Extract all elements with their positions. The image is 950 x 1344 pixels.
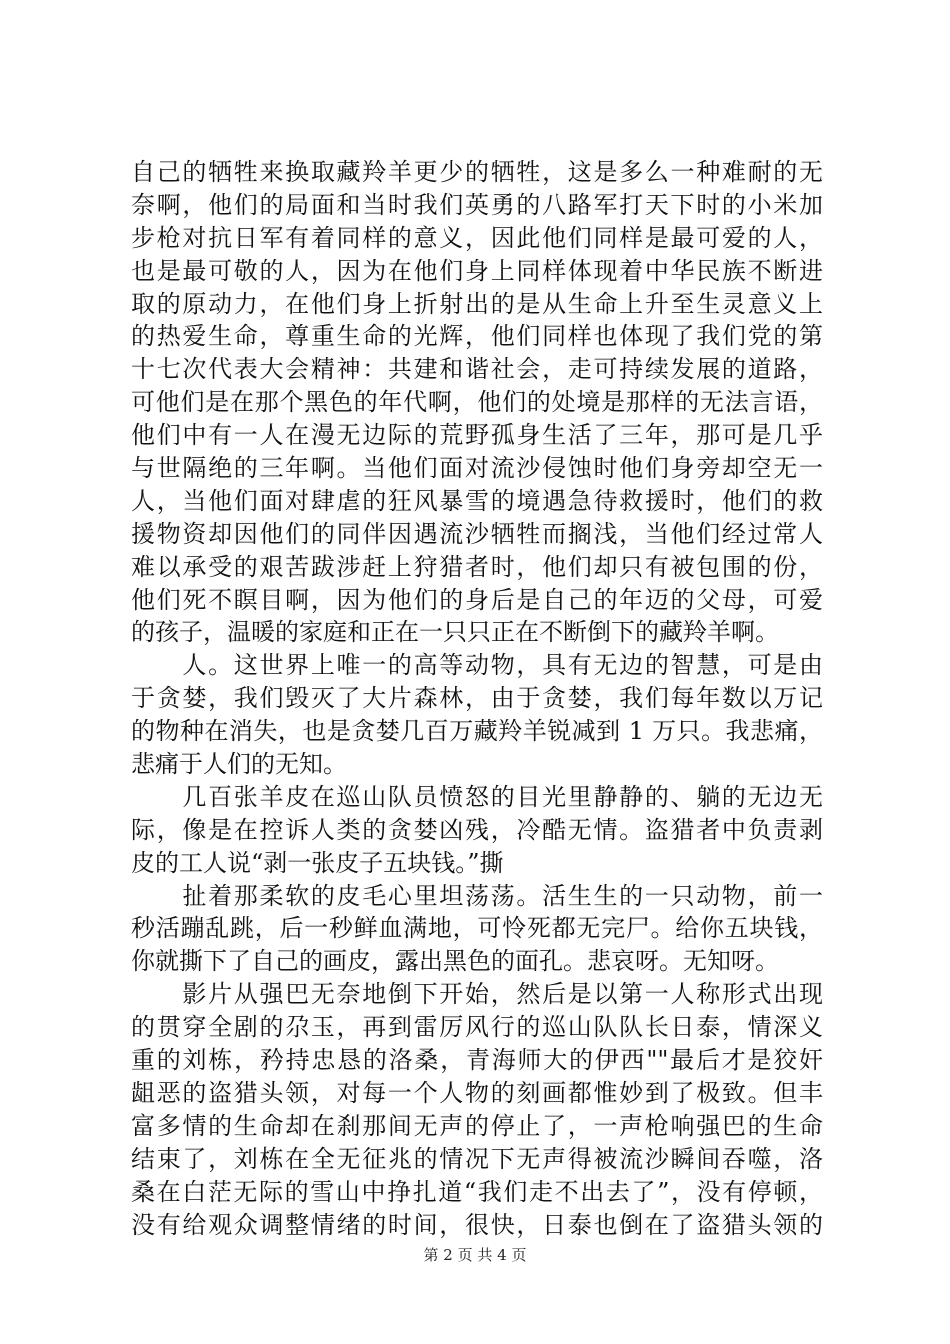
text-line: 可他们是在那个黑色的年代啊，他们的处境是那样的无法言语，: [131, 388, 823, 417]
text-line: 十七次代表大会精神：共建和谐社会，走可持续发展的道路，: [131, 355, 823, 384]
body-text: [131, 156, 823, 1241]
text-line: 扯着那柔软的皮毛心里坦荡荡。活生生的一只动物，前一: [131, 881, 823, 910]
text-line: 的物种在消失，也是贪婪几百万藏羚羊锐减到 1 万只。我悲痛，: [131, 717, 823, 746]
text-line: 人。这世界上唯一的高等动物，具有无边的智慧，可是由: [131, 651, 823, 680]
text-line: 你就撕下了自己的画皮，露出黑色的面孔。悲哀呀。无知呀。: [131, 947, 779, 976]
text-line: 援物资却因他们的同伴因遇流沙牺牲而搁浅，当他们经过常人: [131, 519, 823, 548]
text-line: 也是最可敬的人，因为在他们身上同样体现着中华民族不断进: [131, 256, 823, 285]
text-line: 步枪对抗日军有着同样的意义，因此他们同样是最可爱的人，: [131, 223, 823, 252]
text-line: 富多情的生命却在刹那间无声的停止了，一声枪响强巴的生命: [131, 1111, 823, 1140]
text-line: 影片从强巴无奈地倒下开始，然后是以第一人称形式出现: [131, 980, 823, 1009]
text-line: 的孩子，温暖的家庭和正在一只只正在不断倒下的藏羚羊啊。: [131, 618, 779, 647]
text-line: 龃恶的盗猎头领，对每一个人物的刻画都惟妙到了极致。但丰: [131, 1078, 823, 1107]
text-line: 他们死不瞑目啊，因为他们的身后是自己的年迈的父母，可爱: [131, 585, 823, 614]
text-line: 难以承受的艰苦跋涉赶上狩猎者时，他们却只有被包围的份，: [131, 552, 823, 581]
text-line: 取的原动力，在他们身上折射出的是从生命上升至生灵意义上: [131, 289, 823, 318]
text-line: 结束了，刘栋在全无征兆的情况下无声得被流沙瞬间吞噬，洛: [131, 1144, 823, 1173]
text-line: 与世隔绝的三年啊。当他们面对流沙侵蚀时他们身旁却空无一: [131, 454, 823, 483]
text-line: 际，像是在控诉人类的贪婪凶残，冷酷无情。盗猎者中负责剥: [131, 815, 823, 844]
text-line: 奈啊，他们的局面和当时我们英勇的八路军打天下时的小米加: [131, 190, 823, 219]
text-line: 悲痛于人们的无知。: [131, 750, 347, 779]
text-line: 皮的工人说“剥一张皮子五块钱。”撕: [131, 848, 504, 877]
text-line: 桑在白茫无际的雪山中挣扎道“我们走不出去了”，没有停顿，: [131, 1177, 823, 1206]
text-line: 他们中有一人在漫无边际的荒野孤身生活了三年，那可是几乎: [131, 421, 823, 450]
page-footer: 第 2 页 共 4 页: [423, 1246, 527, 1264]
text-line: 重的刘栋，矜持忠恳的洛桑，青海师大的伊西""最后才是狡奸: [131, 1046, 823, 1075]
text-line: 的贯穿全剧的尕玉，再到雷厉风行的巡山队队长日泰，情深义: [131, 1013, 823, 1042]
text-line: 的热爱生命，尊重生命的光辉，他们同样也体现了我们党的第: [131, 322, 823, 351]
text-line: 没有给观众调整情绪的时间，很快，日泰也倒在了盗猎头领的: [131, 1210, 823, 1239]
text-line: 秒活蹦乱跳，后一秒鲜血满地，可怜死都无完尸。给你五块钱，: [131, 914, 823, 943]
text-line: 人，当他们面对肆虐的狂风暴雪的境遇急待救援时，他们的救: [131, 486, 823, 515]
text-line: 于贪婪，我们毁灭了大片森林，由于贪婪，我们每年数以万记: [131, 684, 823, 713]
text-line: 几百张羊皮在巡山队员愤怒的目光里静静的、躺的无边无: [131, 782, 823, 811]
text-line: 自己的牺牲来换取藏羚羊更少的牺牲，这是多么一种难耐的无: [131, 158, 823, 186]
